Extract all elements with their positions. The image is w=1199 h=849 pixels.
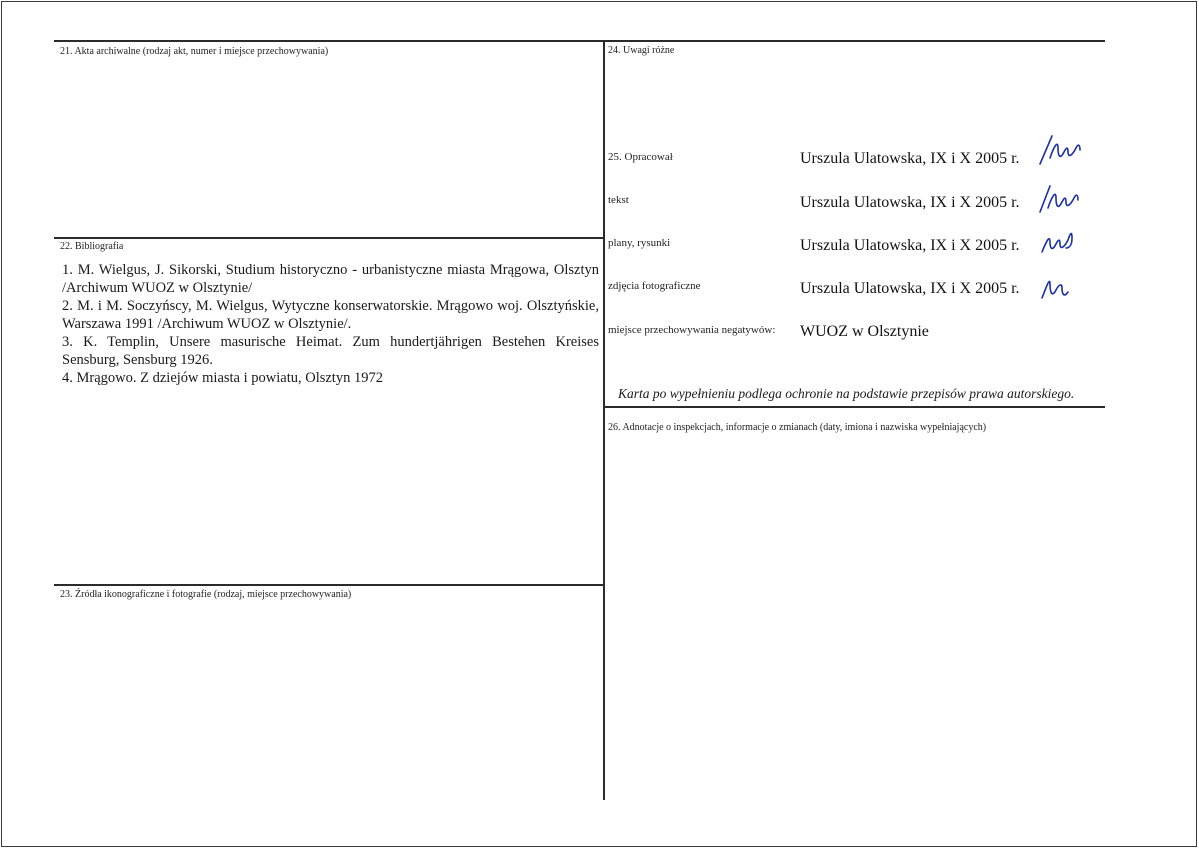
prepared-by-label: 25. Opracował	[608, 151, 673, 163]
bibliography-item: 1. M. Wielgus, J. Sikorski, Studium historyczno - urbanistyczne miasta Mrągowa, Olsztyn /Archiwum WUOZ w Olsztynie/	[62, 262, 599, 296]
section-24-label: 24. Uwagi różne	[608, 45, 675, 56]
column-divider	[603, 40, 605, 800]
section-22-label: 22. Bibliografia	[60, 241, 124, 252]
rule-25-26	[604, 406, 1105, 408]
signature-icon	[1038, 268, 1082, 302]
scan-border	[1, 1, 1197, 847]
text-author-label: tekst	[608, 194, 629, 206]
top-rule	[54, 40, 1105, 42]
bibliography-list	[62, 261, 599, 387]
plans-author-value: Urszula Ulatowska, IX i X 2005 r.	[800, 237, 1020, 254]
bibliography-item: 2. M. i M. Soczyńscy, M. Wielgus, Wytyczne konserwatorskie. Mrągowo woj. Olsztyńskie, Warszawa 1991 /Archiwum WUOZ w Olsztynie/.	[62, 298, 599, 332]
photos-author-value: Urszula Ulatowska, IX i X 2005 r.	[800, 280, 1020, 297]
section-23-label: 23. Źródła ikonograficzne i fotografie (rodzaj, miejsce przechowywania)	[60, 589, 352, 600]
text-author-value: Urszula Ulatowska, IX i X 2005 r.	[800, 194, 1020, 211]
signature-icon	[1038, 132, 1082, 166]
prepared-by-value: Urszula Ulatowska, IX i X 2005 r.	[800, 150, 1020, 167]
copyright-notice: Karta po wypełnieniu podlega ochronie na podstawie przepisów prawa autorskiego.	[618, 386, 1075, 401]
bibliography-item: 3. K. Templin, Unsere masurische Heimat. Zum hundertjährigen Bestehen Kreises Sensburg, Sensburg 1926.	[62, 334, 599, 368]
negatives-location-value: WUOZ w Olsztynie	[800, 323, 929, 340]
signature-icon	[1038, 180, 1082, 214]
signature-icon	[1038, 224, 1082, 258]
rule-21-22	[54, 237, 603, 239]
photos-author-label: zdjęcia fotograficzne	[608, 280, 701, 292]
negatives-location-label: miejsce przechowywania negatywów:	[608, 324, 776, 336]
plans-author-label: plany, rysunki	[608, 237, 671, 249]
section-21-label: 21. Akta archiwalne (rodzaj akt, numer i miejsce przechowywania)	[60, 46, 329, 57]
rule-22-23	[54, 584, 603, 586]
section-26-label: 26. Adnotacje o inspekcjach, informacje o zmianach (daty, imiona i nazwiska wypełniających)	[608, 422, 987, 433]
bibliography-item: 4. Mrągowo. Z dziejów miasta i powiatu, Olsztyn 1972	[62, 370, 383, 386]
